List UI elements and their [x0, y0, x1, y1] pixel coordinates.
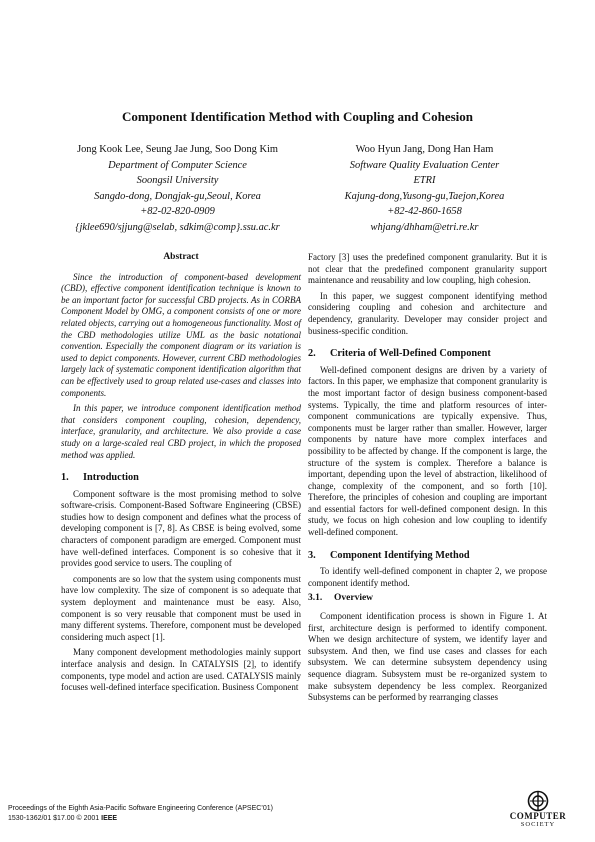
body-paragraph: components are so low that the system using components must have low complexity. The size of component is so adequate that system deployment and maintenance must be easy. Also, component is so very reusable that component must be used in many different systems. Therefore, component must be developed considering much aspect [1]. — [61, 573, 301, 642]
subsection-heading-overview — [308, 593, 547, 605]
section-heading-method — [308, 550, 547, 562]
society-emblem-icon — [527, 790, 549, 812]
body-paragraph: Component identification process is shown in Figure 1. At first, architecture design is performed to identify component. When we design architecture of system, we identify layer and subsystem. And then, we find use cases and classes for each subsystem. We can determine subsystem dependency using sequence diagram. Subsystem must be re-organized system to make subsystem dependency be less complex. Reorganized Subsystems can be performed by rearranging classes — [308, 611, 547, 703]
computer-society-logo — [507, 790, 569, 838]
section-title: Introduction — [83, 472, 139, 484]
subsection-title: Overview — [334, 593, 374, 604]
author-email: whjang/dhham@etri.re.kr — [370, 221, 479, 233]
footer-ieee: IEEE — [101, 814, 118, 822]
subsection-number: 3.1. — [308, 593, 323, 604]
section-title: Component Identifying Method — [330, 549, 470, 561]
body-paragraph: In this paper, we suggest component identifying method considering coupling and cohesion and architecture and dependency, granularity. Developer may consider project and business-specific condition. — [308, 290, 547, 336]
author-department: Software Quality Evaluation Center — [349, 159, 500, 171]
abstract-paragraph: In this paper, we introduce component identification method that considers component coupling, cohesion, dependency, interface, granularity, and architecture. We also provide a case study on a large-scaled real CBD project, in which the proposed method was applied. — [61, 403, 301, 460]
author-block-left — [55, 142, 300, 236]
section-title: Criteria of Well-Defined Component — [330, 348, 491, 360]
footer-line — [8, 814, 273, 824]
body-paragraph: Component software is the most promising method to solve software-crisis. Component-Based Software Engineering (CBSE) studies how to design component and defines what the process of developing component is [7, 8]. As CBSE is being evolved, some characters of component paradigm are emerged. Component must have well-defined interfaces. Component is so cohesive that it provides good service to users. The coupling of — [61, 488, 301, 569]
body-paragraph: Well-defined component designs are driven by a variety of factors. In this paper, we emphasize that component granularity is the most important factor of design business component-based systems. Typically, the time and platform resources of inter-component communications are typically expensive. Thus, components must be larger rather than smaller. However, larger components by nature have more complex interfaces and possibility to be affected by change. If the component is large, the structure of the system is complex. Therefore a balance is important, depending upon the level of abstraction, likelihood of change, complexity of the component, and so forth [10]. Therefore, the principles of cohesion and coupling are important and essential factors for well-defined component design. In this study, we focus on high cohesion and low coupling to identify well-defined component. — [308, 364, 547, 538]
body-paragraph: To identify well-defined component in chapter 2, we propose component identify method. — [308, 566, 547, 588]
author-department: Department of Computer Science — [108, 159, 247, 171]
proceedings-footer — [8, 804, 273, 823]
abstract-heading: Abstract — [163, 252, 199, 262]
section-heading-introduction — [61, 472, 301, 484]
author-names: Jong Kook Lee, Seung Jae Jung, Soo Dong Kim — [77, 144, 278, 155]
logo-text: COMPUTER — [509, 811, 567, 821]
section-heading-criteria — [308, 348, 547, 360]
right-column — [308, 252, 547, 708]
author-block-right — [307, 142, 542, 236]
body-paragraph: Factory [3] uses the predefined component granularity. But it is not clear that the predefined component granularity support maintenance and reusability and low coupling, high cohesion. — [308, 252, 547, 286]
section-number: 3. — [308, 549, 316, 561]
author-names: Woo Hyun Jang, Dong Han Ham — [355, 144, 494, 155]
author-address: Sangdo-dong, Dongjak-gu,Seoul, Korea — [94, 190, 261, 202]
section-number: 2. — [308, 348, 316, 360]
author-university: Soongsil University — [136, 175, 219, 187]
author-email: {jklee690/sjjung@selab, sdkim@comp}.ssu.ac.kr — [75, 221, 280, 233]
abstract-paragraph: Since the introduction of component-based development (CBD), effective component identification technique is known to be an important factor for successful CBD projects. As in CORBA Component Model by OMG, a component consists of one or more related objects, carrying out a homogeneous functionality. Most of the CBD methodologies utilize UML as the basic notational convention. Especially the component diagram or its variation is used to depict components. However, current CBD methodologies largely lack of systematic component identification algorithm that can be effectively used to group related use-cases and classes into components. — [61, 271, 301, 398]
logo-text: SOCIETY — [520, 821, 556, 828]
author-phone: +82-42-860-1658 — [387, 206, 462, 218]
body-paragraph: Many component development methodologies mainly support interface analysis and design. In CATALYSIS [2], to identify components, type model and action are used. CATALYSIS mainly focuses well-defined interface specification. Business Component — [61, 647, 301, 693]
section-number: 1. — [61, 472, 69, 484]
author-phone: +82-02-820-0909 — [140, 206, 215, 218]
author-address: Kajung-dong,Yusong-gu,Taejon,Korea — [344, 190, 505, 202]
paper-title: Component Identification Method with Coupling and Cohesion — [121, 109, 474, 124]
left-column — [61, 252, 301, 698]
footer-copyright: 1530-1362/01 $17.00 © 2001 — [8, 814, 102, 822]
footer-line: Proceedings of the Eighth Asia-Pacific Software Engineering Conference (APSEC’01) — [8, 805, 273, 812]
author-organization: ETRI — [413, 175, 436, 187]
